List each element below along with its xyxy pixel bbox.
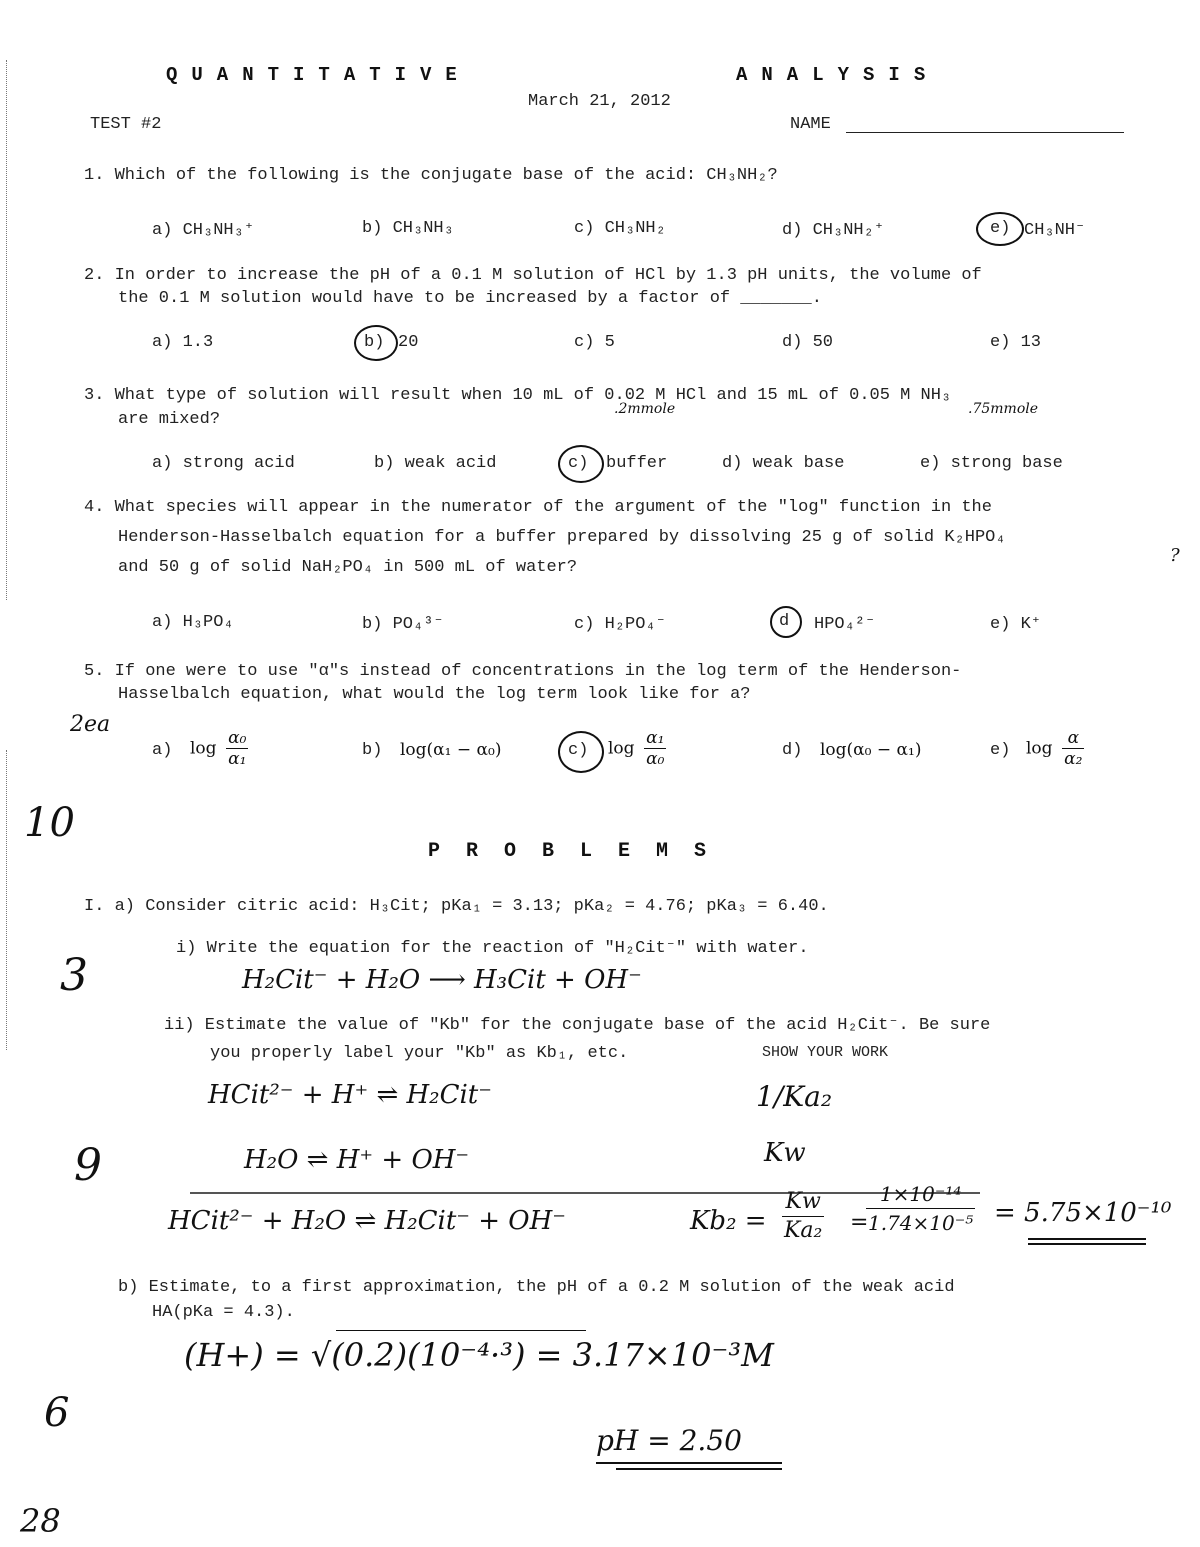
- question-3-line1: 3. What type of solution will result when 10 mL of 0.02 M HCl and 15 mL of 0.05 M NH₃: [84, 386, 952, 405]
- handwritten-work: HCit²⁻ + H₂O ⇌ H₂Cit⁻ + OH⁻: [168, 1206, 567, 1236]
- q5-option-e-expr: [1026, 728, 1084, 769]
- question-4-line1: 4. What species will appear in the numerator of the argument of the "log" function in the: [84, 498, 992, 517]
- problem-b-line2: HA(pKa = 4.3).: [152, 1303, 295, 1322]
- q4-option-e: e) K⁺: [990, 615, 1042, 634]
- q4-option-c: c) H₂PO₄⁻: [574, 615, 666, 634]
- handwritten-work: H₂O ⇌ H⁺ + OH⁻: [244, 1145, 470, 1175]
- score-ii: 9: [74, 1140, 102, 1191]
- problem-I-a: I. a) Consider citric acid: H₃Cit; pKa₁ = 3.13; pKa₂ = 4.76; pKa₃ = 6.40.: [84, 897, 829, 916]
- test-date: March 21, 2012: [528, 92, 671, 111]
- equals-sign: =: [850, 1210, 869, 1235]
- score-i: 3: [60, 950, 88, 1001]
- q1-option-d: d) CH₃NH₂⁺: [782, 221, 885, 240]
- fraction-numerator: α₁: [646, 728, 665, 748]
- handwritten-work: (H+) = √(0.2)(10⁻⁴·³) = 3.17×10⁻³M: [184, 1336, 774, 1374]
- fraction-denominator: 1.74×10⁻⁵: [868, 1211, 974, 1235]
- total-score: 28: [20, 1502, 61, 1540]
- q5-option-b: b): [362, 741, 383, 760]
- fraction-denominator: α₂: [1064, 749, 1083, 769]
- page-title: QUANTITATIVE: [166, 64, 471, 86]
- margin-dots-lower: [6, 750, 7, 1050]
- q5-option-a-expr: [190, 728, 248, 769]
- question-1: 1. Which of the following is the conjugate base of the acid: CH₃NH₂?: [84, 166, 778, 185]
- q4-option-b: b) PO₄³⁻: [362, 615, 444, 634]
- margin-dots: [6, 60, 7, 600]
- kb-value-fraction: [866, 1180, 975, 1237]
- test-number: TEST #2: [90, 115, 162, 134]
- name-field-line[interactable]: [846, 132, 1124, 133]
- kb-fraction: [782, 1188, 824, 1245]
- problems-title: PROBLEMS: [428, 840, 733, 863]
- q2-option-c: c) 5: [574, 333, 615, 352]
- fraction-numerator: α: [1062, 728, 1084, 749]
- handwritten-work: Kb₂ =: [690, 1206, 767, 1236]
- handwritten-note: .75mmole: [968, 401, 1039, 417]
- handwritten-result: = 5.75×10⁻¹⁰: [994, 1198, 1172, 1228]
- problem-ii-line2: you properly label your "Kb" as Kb₁, etc.: [210, 1044, 629, 1063]
- question-4-line2: Henderson-Hasselbalch equation for a buffer prepared by dissolving 25 g of solid K₂HPO₄: [118, 528, 1006, 547]
- question-5-line1: 5. If one were to use "α"s instead of concentrations in the log term of the Henderson-: [84, 662, 962, 681]
- fraction-numerator: α₀: [228, 728, 247, 748]
- show-work-label: SHOW YOUR WORK: [762, 1044, 889, 1061]
- q2-option-b-value: 20: [398, 333, 419, 352]
- q4-option-a: a) H₃PO₄: [152, 613, 234, 632]
- handwritten-answer: H₂Cit⁻ + H₂O ⟶ H₃Cit + OH⁻: [242, 965, 642, 995]
- sqrt-overline: [336, 1330, 586, 1331]
- q3-option-c-value: buffer: [606, 454, 668, 473]
- result-underline: [1028, 1243, 1146, 1245]
- problem-b-line1: b) Estimate, to a first approximation, the pH of a 0.2 M solution of the weak acid: [118, 1278, 955, 1297]
- handwritten-work: Kw: [764, 1138, 806, 1168]
- q5-option-b-expr: log(α₁ − α₀): [400, 740, 502, 760]
- score-mc: 10: [24, 800, 75, 846]
- work-sum-line: [190, 1192, 980, 1194]
- q5-option-d-expr: log(α₀ − α₁): [820, 740, 922, 760]
- question-3-line2: are mixed?: [118, 410, 221, 429]
- question-2-line1: 2. In order to increase the pH of a 0.1 M solution of HCl by 1.3 pH units, the volume of: [84, 266, 982, 285]
- q1-option-b: b) CH₃NH₃: [362, 219, 454, 238]
- q3-option-e: e) strong base: [920, 454, 1063, 473]
- handwritten-note: ?: [1170, 545, 1180, 566]
- q5-option-c: c): [568, 741, 589, 760]
- q1-option-e: e): [990, 219, 1011, 238]
- handwritten-note: 2ea: [70, 712, 111, 737]
- q5-option-a: a): [152, 741, 173, 760]
- q2-option-e: e) 13: [990, 333, 1042, 352]
- result-underline: [616, 1468, 782, 1470]
- q1-option-e-value: CH₃NH⁻: [1024, 221, 1086, 240]
- result-underline: [1028, 1238, 1146, 1240]
- q1-option-c: c) CH₃NH₂: [574, 219, 666, 238]
- fraction-denominator: α₀: [646, 749, 665, 769]
- result-underline: [596, 1462, 782, 1464]
- question-4-line3: and 50 g of solid NaH₂PO₄ in 500 mL of water?: [118, 558, 578, 577]
- log-label: log: [608, 738, 635, 759]
- log-label: log: [190, 738, 217, 759]
- page-title-2: ANALYSIS: [736, 64, 940, 86]
- q2-option-b: b): [364, 333, 385, 352]
- q2-option-d: d) 50: [782, 333, 834, 352]
- handwritten-note: .2mmole: [614, 401, 676, 417]
- q3-option-a: a) strong acid: [152, 454, 295, 473]
- fraction-numerator: Kw: [782, 1188, 824, 1217]
- q3-option-d: d) weak base: [722, 454, 845, 473]
- fraction-denominator: α₁: [228, 749, 247, 769]
- q3-option-b: b) weak acid: [374, 454, 497, 473]
- problem-i: i) Write the equation for the reaction of "H₂Cit⁻" with water.: [176, 939, 809, 958]
- q2-option-a: a) 1.3: [152, 333, 214, 352]
- fraction-denominator: Ka₂: [784, 1218, 823, 1243]
- handwritten-work: 1/Ka₂: [756, 1080, 833, 1113]
- q4-option-d: d: [779, 612, 790, 631]
- q3-option-c: c): [568, 454, 589, 473]
- q5-option-c-expr: [608, 728, 666, 769]
- name-label: NAME: [790, 115, 831, 134]
- score-b: 6: [44, 1390, 70, 1436]
- fraction-numerator: 1×10⁻¹⁴: [866, 1180, 975, 1209]
- q5-option-e: e): [990, 741, 1011, 760]
- handwritten-result: pH = 2.50: [596, 1424, 742, 1457]
- handwritten-work: HCit²⁻ + H⁺ ⇌ H₂Cit⁻: [208, 1080, 492, 1110]
- q1-option-a: a) CH₃NH₃⁺: [152, 221, 255, 240]
- log-label: log: [1026, 738, 1053, 759]
- question-2-line2: the 0.1 M solution would have to be increased by a factor of _______.: [118, 289, 822, 308]
- question-5-line2: Hasselbalch equation, what would the log term look like for a?: [118, 685, 751, 704]
- q5-option-d: d): [782, 741, 803, 760]
- q4-option-d-value: HPO₄²⁻: [814, 615, 876, 634]
- problem-ii-line1: ii) Estimate the value of "Kb" for the conjugate base of the acid H₂Cit⁻. Be sure: [164, 1016, 991, 1035]
